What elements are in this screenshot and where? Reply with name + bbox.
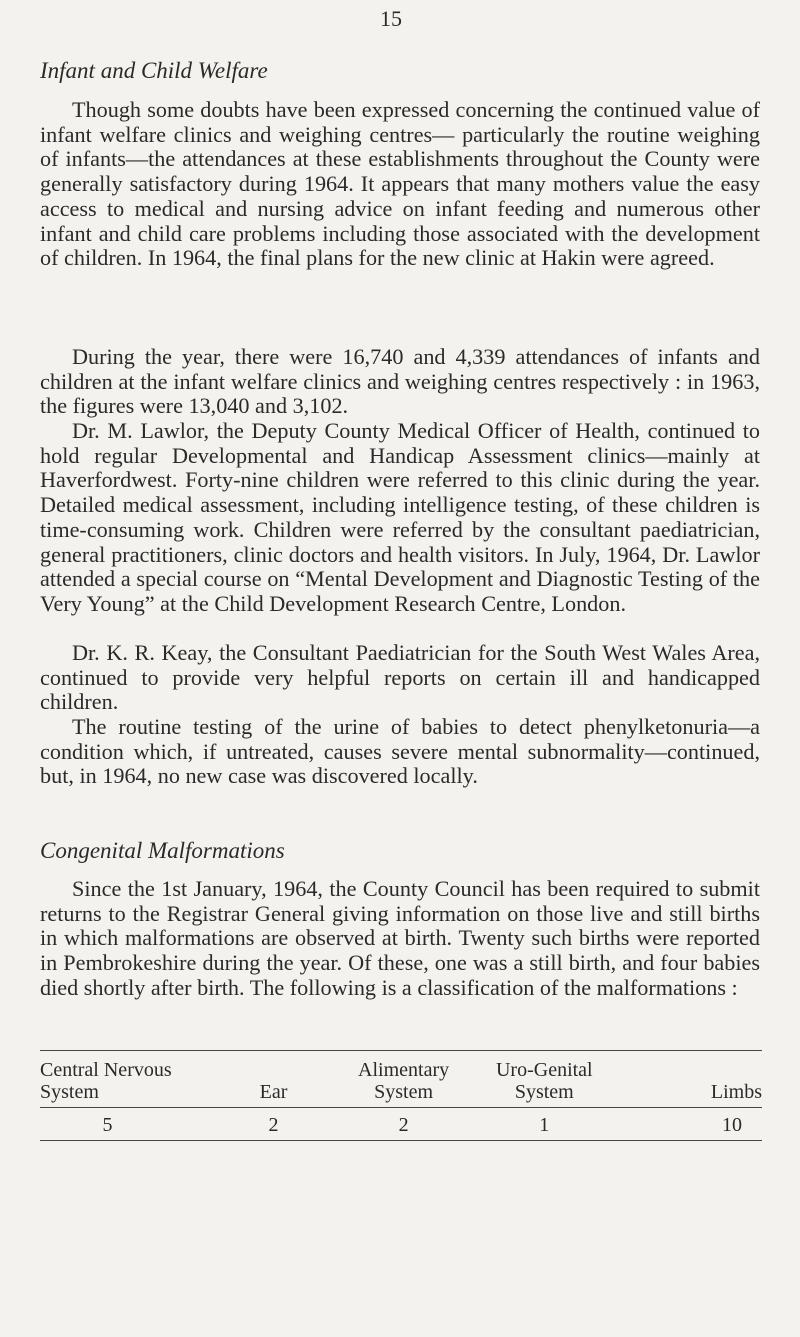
table-cell: 10 <box>614 1108 762 1141</box>
header-cell-central-nervous-system <box>40 1051 215 1108</box>
header-cell-limbs <box>614 1051 762 1108</box>
table-cell: 2 <box>215 1108 332 1141</box>
header-line: Ear <box>259 1081 288 1103</box>
page-number: 15 <box>380 6 402 31</box>
header-line: Uro-Genital <box>495 1059 593 1081</box>
paragraph: Dr. M. Lawlor, the Deputy County Medical Officer of Health, continued to hold regular Developmental and Handicap Assessment clinics—mainly at Haverfordwest. Forty-nine children were referred to this clinic during the year. Detailed medical assessment, including intelligence testing, of these children is time-consuming work. Children were referred by the consultant paediatrician, general practitioners, clinic doctors and health visitors. In July, 1964, Dr. Lawlor attended a special course on “Mental Development and Diagnostic Testing of the Very Young” at the Child Development Research Centre, London. <box>40 418 760 616</box>
table-row <box>40 1108 762 1141</box>
paragraph: During the year, there were 16,740 and 4,339 attendances of infants and children at the infant welfare clinics and weighing centres respectively : in 1963, the figures were 13,040 and 3,102. <box>40 344 760 419</box>
header-line: Limbs <box>710 1081 762 1103</box>
paragraph: Dr. K. R. Keay, the Consultant Paediatrician for the South West Wales Area, continued to provide very helpful reports on certain ill and handicapped children. <box>40 640 760 715</box>
header-line: Alimentary <box>358 1059 450 1081</box>
table-cell: 1 <box>475 1108 614 1141</box>
malformations-table <box>40 1050 762 1141</box>
header-line: System <box>374 1081 434 1103</box>
header-cell-alimentary-system <box>332 1051 475 1108</box>
header-line: System <box>514 1081 574 1103</box>
table-header-row <box>40 1051 762 1108</box>
section-heading-congenital-malformations: Congenital Malformations <box>40 838 285 863</box>
paragraph: Though some doubts have been expressed concerning the continued value of infant welfare clinics and weighing centres— particularly the routine weighing of infants—the attendances at these establishments throughout the County were generally satisfactory during 1964. It appears that many mothers value the easy access to medical and nursing advice on infant feeding and numerous other infant and child care problems including those associated with the development of children. In 1964, the final plans for the new clinic at Hakin were agreed. <box>40 97 760 271</box>
header-cell-uro-genital-system <box>475 1051 614 1108</box>
header-line: Central Nervous <box>40 1059 172 1081</box>
paragraph: Since the 1st January, 1964, the County Council has been required to submit returns to the Registrar General giving information on those live and still births in which malformations are observed at birth. Twenty such births were reported in Pembrokeshire during the year. Of these, one was a still birth, and four babies died shortly after birth. The following is a classification of the malformations : <box>40 876 760 1000</box>
table-cell: 5 <box>40 1108 215 1141</box>
header-line: System <box>40 1081 99 1103</box>
table-cell: 2 <box>332 1108 475 1141</box>
section-heading-infant-welfare: Infant and Child Welfare <box>40 58 268 83</box>
paragraph: The routine testing of the urine of babies to detect phenylketonuria—a condition which, if untreated, causes severe mental subnormality—continued, but, in 1964, no new case was discovered locally. <box>40 714 760 789</box>
header-cell-ear <box>215 1051 332 1108</box>
